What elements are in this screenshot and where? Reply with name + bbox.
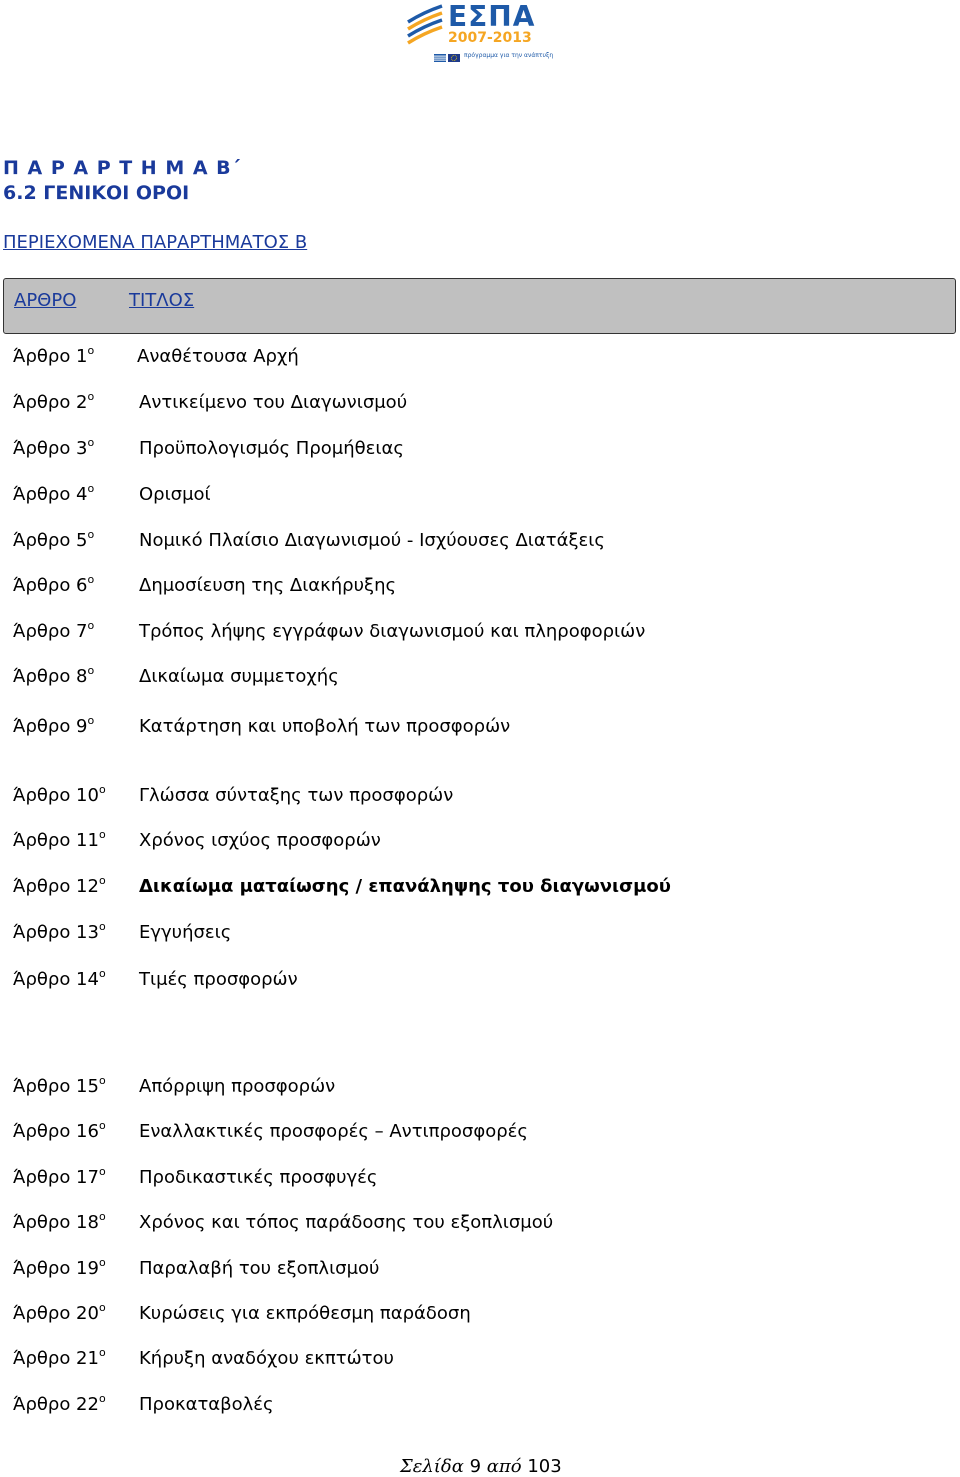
table-row-title: Χρόνος και τόπος παράδοσης του εξοπλισμού xyxy=(139,1212,554,1233)
eu-flag-icon xyxy=(448,54,460,62)
contents-heading: ΠΕΡΙΕΧΟΜΕΝΑ ΠΑΡΑΡΤΗΜΑΤΟΣ Β xyxy=(3,232,308,253)
table-row-article: Άρθρο $13^o$ xyxy=(13,920,106,943)
page-number: 9 xyxy=(469,1456,482,1477)
table-row-title: Κυρώσεις για εκπρόθεσμη παράδοση xyxy=(139,1303,471,1324)
table-row-title: Εγγυήσεις xyxy=(139,922,232,943)
table-row-article: Άρθρο $18^o$ xyxy=(13,1210,106,1233)
table-row-article: Άρθρο $22^o$ xyxy=(13,1392,106,1415)
greek-flag-icon xyxy=(434,54,446,62)
table-row-article: Άρθρο $15^o$ xyxy=(13,1074,106,1097)
section-heading: 6.2 ΓΕΝΙΚΟΙ ΟΡΟΙ xyxy=(3,182,190,204)
table-row-title: Αντικείμενο του Διαγωνισμού xyxy=(139,392,408,413)
table-row-title: Δημοσίευση της Διακήρυξης xyxy=(139,575,397,596)
page-footer xyxy=(400,1456,562,1477)
table-row-article: Άρθρο $4^o$ xyxy=(13,482,95,505)
table-row-article: Άρθρο $11^o$ xyxy=(13,828,106,851)
table-row-article: Άρθρο $1^o$ xyxy=(13,344,95,367)
table-row-article: Άρθρο $3^o$ xyxy=(13,436,95,459)
table-row-article: Άρθρο $7^o$ xyxy=(13,619,95,642)
table-row-article: Άρθρο $20^o$ xyxy=(13,1301,106,1324)
logo-slogan: πρόγραμμα για την ανάπτυξη xyxy=(464,52,554,59)
table-row-title: Νομικό Πλαίσιο Διαγωνισμού - Ισχύουσες Διατάξεις xyxy=(139,530,605,551)
of-word: από xyxy=(486,1456,522,1477)
espa-logo xyxy=(404,0,554,66)
total-pages: 103 xyxy=(527,1456,562,1477)
table-row-title: Προϋπολογισμός Προμήθειας xyxy=(139,438,404,459)
table-row-article: Άρθρο $21^o$ xyxy=(13,1346,106,1369)
column-header-article: ΑΡΘΡΟ xyxy=(14,290,77,311)
table-row-article: Άρθρο $10^o$ xyxy=(13,783,106,806)
table-row-article: Άρθρο $9^o$ xyxy=(13,714,95,737)
column-header-title: ΤΙΤΛΟΣ xyxy=(129,290,195,311)
table-row-article: Άρθρο $12^o$ xyxy=(13,874,106,897)
appendix-heading: Π Α Ρ Α Ρ Τ Η Μ Α Β΄ xyxy=(3,157,242,179)
table-row-article: Άρθρο $6^o$ xyxy=(13,573,95,596)
table-row-title: Εναλλακτικές προσφορές – Αντιπροσφορές xyxy=(139,1121,528,1142)
logo-text: ΕΣΠΑ xyxy=(448,0,536,33)
table-row-title: Προκαταβολές xyxy=(139,1394,274,1415)
table-row-article: Άρθρο $8^o$ xyxy=(13,664,95,687)
table-row-article: Άρθρο $19^o$ xyxy=(13,1256,106,1279)
table-row-title: Γλώσσα σύνταξης των προσφορών xyxy=(139,785,454,806)
page-word: Σελίδα xyxy=(400,1456,464,1477)
table-row-article: Άρθρο $2^o$ xyxy=(13,390,95,413)
table-row-title: Αναθέτουσα Αρχή xyxy=(137,346,299,367)
table-row-article: Άρθρο $5^o$ xyxy=(13,528,95,551)
table-row-title: Δικαίωμα συμμετοχής xyxy=(139,666,339,687)
table-row-title: Τρόπος λήψης εγγράφων διαγωνισμού και πληροφοριών xyxy=(139,621,646,642)
table-row-title: Προδικαστικές προσφυγές xyxy=(139,1167,378,1188)
table-row-title: Τιμές προσφορών xyxy=(139,969,298,990)
logo-years: 2007-2013 xyxy=(448,30,532,46)
table-row-title: Κατάρτηση και υποβολή των προσφορών xyxy=(139,716,511,737)
table-row-article: Άρθρο $17^o$ xyxy=(13,1165,106,1188)
table-row-title: Απόρριψη προσφορών xyxy=(139,1076,336,1097)
table-row-article: Άρθρο $16^o$ xyxy=(13,1119,106,1142)
table-row-title: Κήρυξη αναδόχου εκπτώτου xyxy=(139,1348,394,1369)
table-row-title: Δικαίωμα ματαίωσης / επανάληψης του διαγωνισμού xyxy=(139,876,671,897)
table-row-title: Παραλαβή του εξοπλισμού xyxy=(139,1258,380,1279)
table-row-title: Ορισμοί xyxy=(139,484,211,505)
table-row-title: Χρόνος ισχύος προσφορών xyxy=(139,830,381,851)
table-row-article: Άρθρο $14^o$ xyxy=(13,967,106,990)
espa-emblem-icon xyxy=(404,2,446,52)
